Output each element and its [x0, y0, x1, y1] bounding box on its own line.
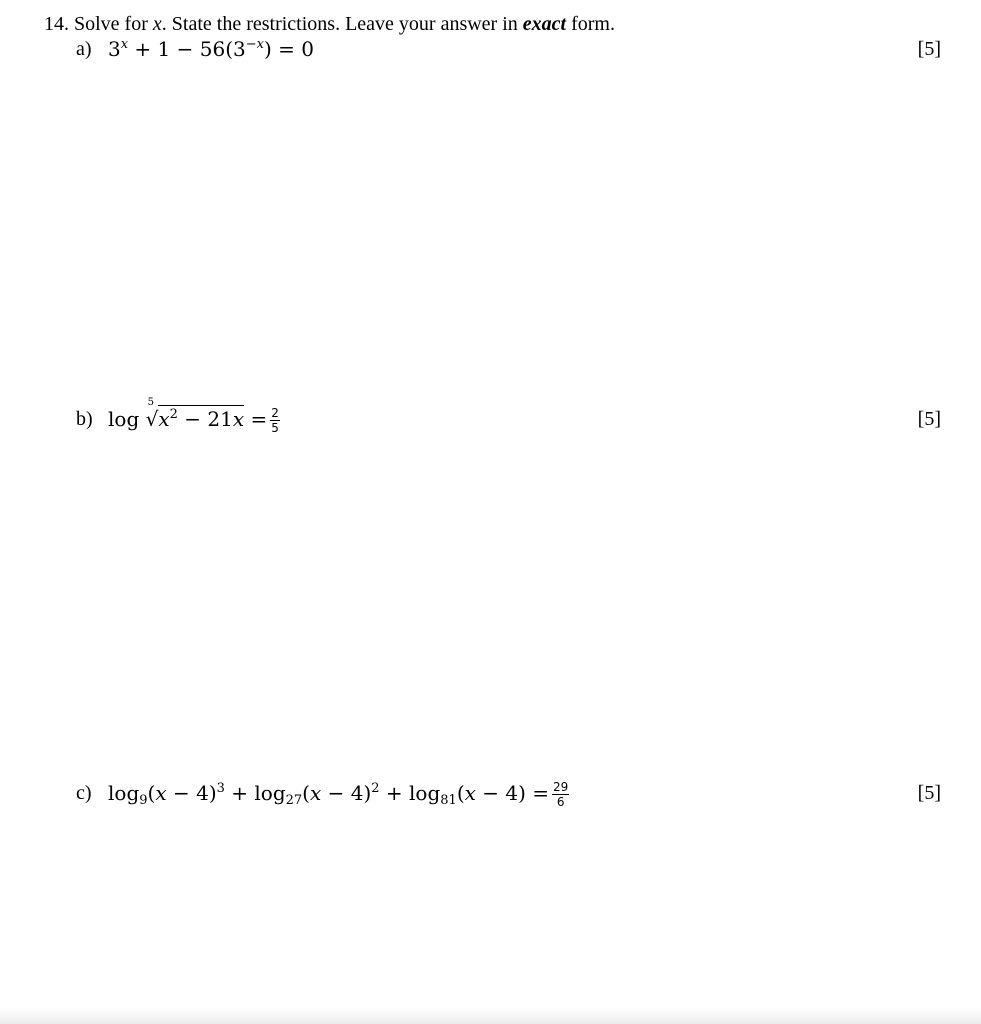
question-title [44, 12, 615, 36]
part-b-fraction [270, 407, 280, 434]
part-a-end: ) = 0 [263, 37, 314, 61]
part-c-paren-3: ( [456, 781, 465, 805]
part-b-radicand-exponent: 2 [169, 407, 178, 422]
part-b-log: log [108, 407, 146, 431]
part-b-numerator: 2 [271, 406, 279, 420]
part-c-var-1: x [155, 781, 167, 805]
part-a [76, 36, 946, 66]
part-b-root-index: 5 [147, 397, 154, 408]
part-c-marks: [5] [917, 782, 941, 804]
part-b-equals: = [244, 407, 268, 431]
part-c-exponent-1: 3 [216, 781, 225, 796]
part-c-numerator: 29 [553, 780, 569, 794]
part-c-base-1: 9 [139, 793, 148, 808]
part-a-middle: + 1 − 56(3 [128, 37, 246, 61]
part-a-exponent-2: −x [245, 37, 264, 52]
part-a-base: 3 [108, 37, 121, 61]
question-emphasis: exact [522, 13, 567, 35]
page-bottom-edge [0, 1008, 981, 1024]
part-b-denominator: 5 [271, 421, 279, 435]
part-c-log-3: + log [379, 781, 441, 805]
part-b-radicand-rest: − 21 [177, 407, 233, 431]
part-a-exponent-1: x [120, 37, 129, 52]
part-a-marks: [5] [917, 38, 941, 60]
part-a-label: a) [76, 38, 92, 60]
part-b-marks: [5] [917, 408, 941, 430]
part-c-var-3: x [464, 781, 476, 805]
part-c-arg-2: − 4) [321, 781, 372, 805]
question-text-end: form. [571, 13, 615, 35]
part-b-radicand-var-2: x [232, 407, 245, 431]
question-number: 14. [44, 13, 69, 35]
part-c-log-1: log [108, 781, 140, 805]
part-c-arg-3: − 4) = [475, 781, 550, 805]
part-c-paren-1: ( [147, 781, 156, 805]
question-text-middle: . State the restrictions. Leave your answer in [161, 13, 518, 35]
part-a-equation [108, 36, 314, 62]
part-c-label: c) [76, 782, 92, 804]
part-c-denominator: 6 [556, 795, 565, 809]
part-c-fraction [552, 781, 569, 808]
part-b-label: b) [76, 408, 93, 430]
part-c-base-2: 27 [285, 793, 303, 808]
part-c-var-2: x [309, 781, 322, 805]
part-c-log-2: + log [224, 781, 286, 805]
part-b [76, 397, 946, 436]
part-b-radical [145, 397, 245, 432]
part-c-arg-1: − 4) [166, 781, 217, 805]
part-b-radicand [158, 405, 244, 431]
part-c-equation [108, 780, 569, 808]
part-c [76, 780, 946, 810]
part-b-equation [108, 397, 280, 435]
part-c-paren-2: ( [302, 781, 310, 805]
part-b-root-symbol: √ [145, 407, 159, 431]
part-c-base-3: 81 [440, 793, 457, 808]
question-variable: x [152, 13, 162, 35]
part-c-exponent-2: 2 [371, 781, 380, 796]
question-text-start: Solve for [74, 13, 148, 35]
part-b-radicand-var: x [158, 407, 170, 431]
